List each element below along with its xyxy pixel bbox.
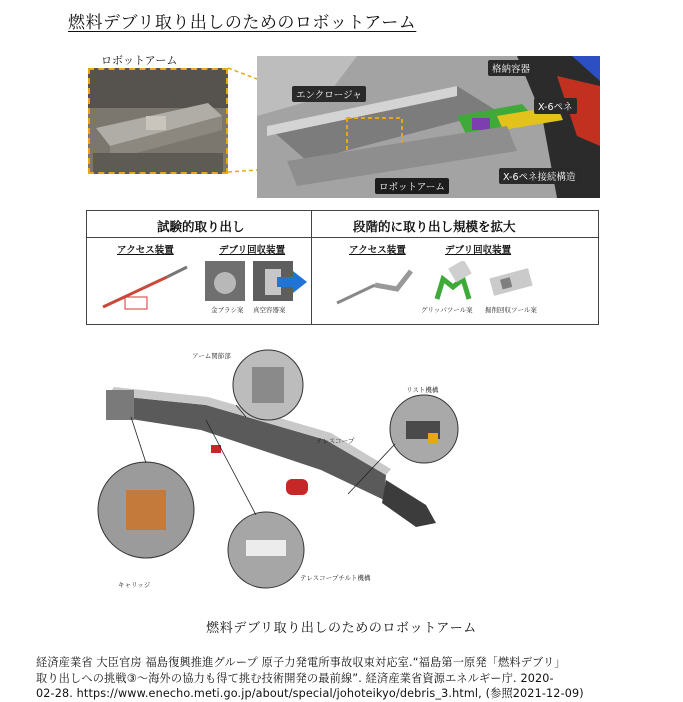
- callout-enclosure: エンクロージャ: [292, 86, 366, 102]
- extraction-comparison-table: [86, 210, 599, 325]
- callout-robot-arm: ロボットアーム: [375, 178, 449, 194]
- excavation-tool-image: [485, 263, 537, 301]
- citation: [36, 655, 656, 702]
- citation-line-3: 02-28. https://www.enecho.meti.go.jp/about/special/johoteikyo/debris_3.html, (参照2021-12-09): [36, 687, 584, 700]
- wrist-connector-line: [340, 440, 400, 500]
- table-header-divider: [87, 237, 598, 238]
- trial-debris-device-label: デブリ回収装置: [219, 245, 286, 256]
- scaled-extraction-title: 段階的に取り出し規模を拡大: [353, 219, 516, 234]
- callout-x6-penetration: X-6ペネ: [534, 98, 577, 114]
- robot-arm-diagram: [86, 345, 466, 600]
- figure-caption: 燃料デブリ取り出しのためのロボットアーム: [206, 621, 477, 636]
- trial-access-device-image: [97, 259, 192, 314]
- table-column-divider: [311, 211, 312, 324]
- photo-highlight-frame: [88, 68, 228, 174]
- scaled-access-device-image: [327, 259, 422, 314]
- trial-access-device-label: アクセス装置: [117, 245, 174, 256]
- callout-storage-vessel: 格納容器: [488, 60, 534, 76]
- citation-line-2: 取り出しへの挑戦③～海外の協力も得て挑む技術開発の最前線”. 経済産業省資源エネルギー庁. 2020-: [36, 671, 554, 685]
- photo-label: ロボットアーム: [98, 52, 180, 68]
- callout-x6-connection: X-6ペネ接続構造: [499, 168, 580, 184]
- scaled-access-device-label: アクセス装置: [349, 245, 406, 256]
- label-telescope-tilt: テレスコープチルト機構: [300, 574, 371, 582]
- citation-line-1: 経済産業省 大臣官房 福島復興推進グループ 原子力発電所事故収束対応室.“福島第一原発「燃料デブリ」: [36, 656, 566, 669]
- excavation-tool-caption: 掘削回収ツール案: [485, 306, 537, 314]
- gripper-tool-image: [427, 261, 477, 303]
- label-carriage: キャリッジ: [118, 581, 151, 589]
- vacuum-container-caption: 真空容器案: [253, 306, 286, 314]
- page-title: 燃料デブリ取り出しのためのロボットアーム: [68, 13, 417, 33]
- metal-brush-caption: 金ブラシ案: [211, 306, 244, 314]
- scaled-debris-device-label: デブリ回収装置: [445, 245, 512, 256]
- label-wrist-mechanism: リスト機構: [406, 386, 439, 394]
- scale-up-arrow-icon: [277, 271, 307, 293]
- metal-brush-tool-image: [205, 261, 245, 301]
- gripper-tool-caption: グリッパツール案: [421, 306, 473, 314]
- label-arm-joint: アーム関節部: [192, 352, 231, 360]
- trial-extraction-title: 試験的取り出し: [157, 219, 245, 234]
- label-telescope: テレスコープ: [316, 437, 355, 445]
